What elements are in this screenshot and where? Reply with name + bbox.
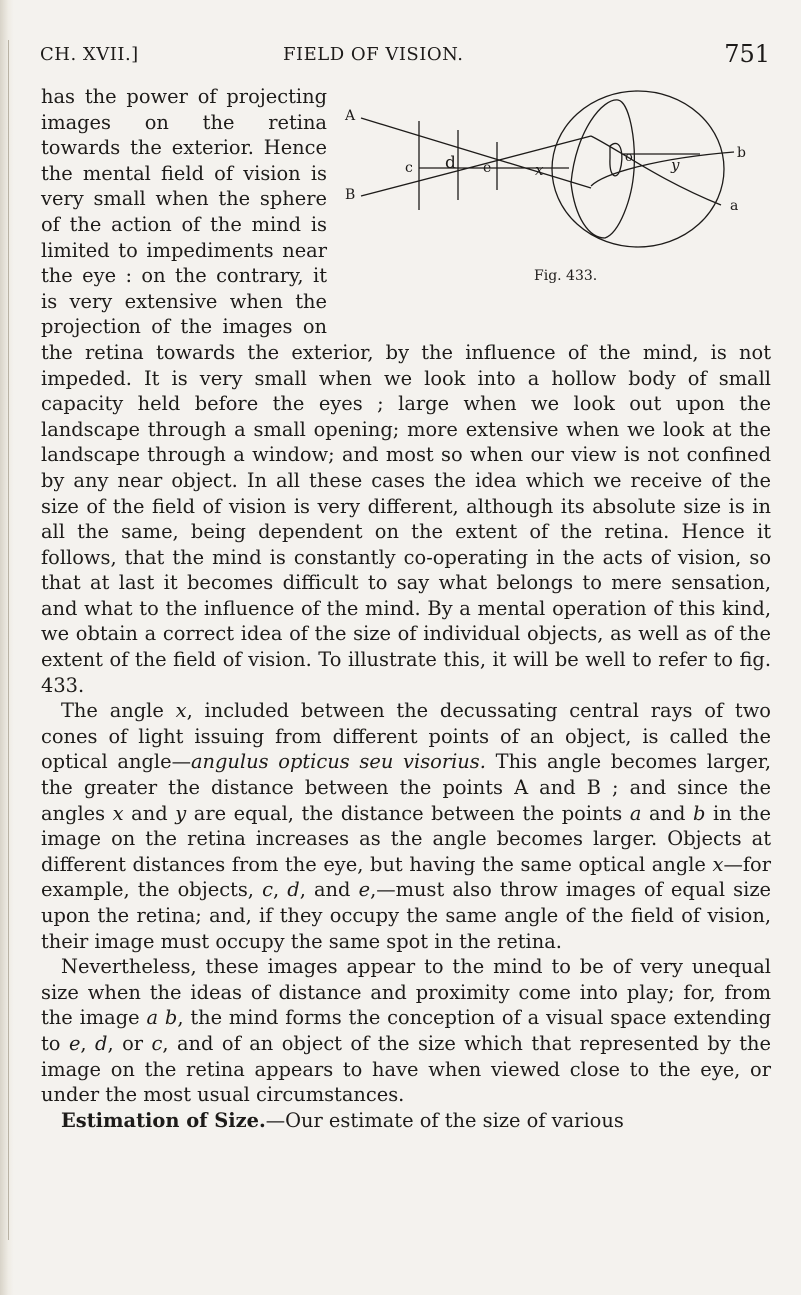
p2-t3: This angle becomes larger, the greater the distance between the points [41,750,771,800]
section-heading: Estimation of Size. [61,1108,266,1132]
p3-t4: , or [107,1031,152,1055]
figure-caption: Fig. 433. [534,268,598,284]
page-title: FIELD OF VISION. [283,44,464,65]
p2-x1: x [175,699,187,723]
figure-433 [339,88,801,316]
p3-t3: , [80,1031,96,1055]
fig-label-d: d [445,153,456,173]
p2-t1: The angle [61,699,176,723]
p3-e: e [68,1031,81,1055]
page-number: 751 [724,40,770,68]
p2-x2: x [112,801,124,825]
p2-t4: and [528,776,587,800]
p2-t13: ,—must also throw images of equal size upon the retina; and, if they occupy the same angle of the field of vision, their image must occupy the same spot in the retina. [41,878,772,953]
p2-c: c [262,878,273,902]
fig-label-A: A [345,108,356,124]
p2-t9: in the image on the retina increases as the angle becomes larger. Objects at different distances from the eye, but having the same optical angle [41,801,772,876]
p3-d: d [95,1031,108,1055]
p2-y: y [175,801,187,825]
p2-B: B [586,776,601,800]
p2-t6: and [123,801,176,825]
p2-x3: x [712,852,724,876]
p3-ab: a b [146,1006,178,1030]
ray-A [361,118,591,188]
paragraph-4 [41,1108,771,1134]
paragraph-3 [41,954,771,1108]
paragraph-2 [41,698,771,954]
fig-label-e: e [483,160,492,176]
binding-shadow [8,40,9,1240]
p4-text: —Our estimate of the size of various [265,1108,624,1132]
fig-label-B: B [345,187,356,203]
fig-label-o: o [625,150,633,165]
p2-e: e [358,878,371,902]
eyeball [552,91,724,247]
p2-a: a [629,801,642,825]
p2-t8: and [641,801,693,825]
p3-t5: , and of an object of the size which that represented by the image on the retina appears to have when viewed close to the eye, or under the most usual circumstances. [41,1031,771,1107]
p2-t5: ; and since the angles [41,776,771,825]
p2-latin: angulus opticus seu visorius. [190,750,486,774]
lens [571,100,634,238]
p2-t2: , included between the decussating central rays of two cones of light issuing from different points of an object, is called the optical angle— [41,699,771,774]
p2-t11: , [272,878,288,902]
p2-t10: —for example, the objects, [41,852,771,902]
p3-c: c [151,1031,163,1055]
p2-b: b [693,801,706,825]
fig-label-c: c [405,160,413,176]
p2-t7: are equal, the distance between the points [186,801,630,825]
p2-d: d [287,878,300,902]
fig-label-b: b [737,145,746,161]
ray-to-b [591,152,734,186]
paragraph-1-text: has the power of projecting images on the retina towards the exterior. Hence the mental field of vision is very small when the sphere of the action of the mind is limited to impediments near the eye : on the contrary, it is very extensive when the projection of the images on the retina towards the exterior, by the influence of the mind, is not impeded. It is very small when we look into a hollow body of small capacity held before the eyes ; large when we look out upon the landscape through a small opening; more extensive when we look at the landscape through a window; and most so when our view is not confined by any near object. In all these cases the idea which we receive of the size of the field of vision is very different, although its absolute size is in all the same, being dependent on the extent of the retina. Hence it follows, that the mind is constantly co-operating in the acts of vision, so that at last it becomes difficult to say what belongs to mere sensation, and what to the influence of the mind. By a mental operation of this kind, we obtain a correct idea of the size of individual objects, as well as of the extent of the field of vision. To illustrate this, it will be well to refer to fig. 433. [41,85,771,697]
fig-label-y: y [671,156,680,174]
p3-t1: Nevertheless, these images appear to the mind to be of very unequal size when the ideas of distance and proximity come into play; for, from the image [41,955,771,1030]
page-gutter [0,0,14,1295]
p2-t12: , and [299,878,359,902]
running-header [40,38,770,70]
page-body [41,84,771,1133]
p2-A: A [514,776,529,800]
chapter-label: CH. XVII.] [40,44,139,65]
p3-t2: , the mind forms the conception of a visual space extending to [41,1006,772,1055]
fig-label-a: a [730,198,739,214]
fig-label-x: x [535,161,544,179]
